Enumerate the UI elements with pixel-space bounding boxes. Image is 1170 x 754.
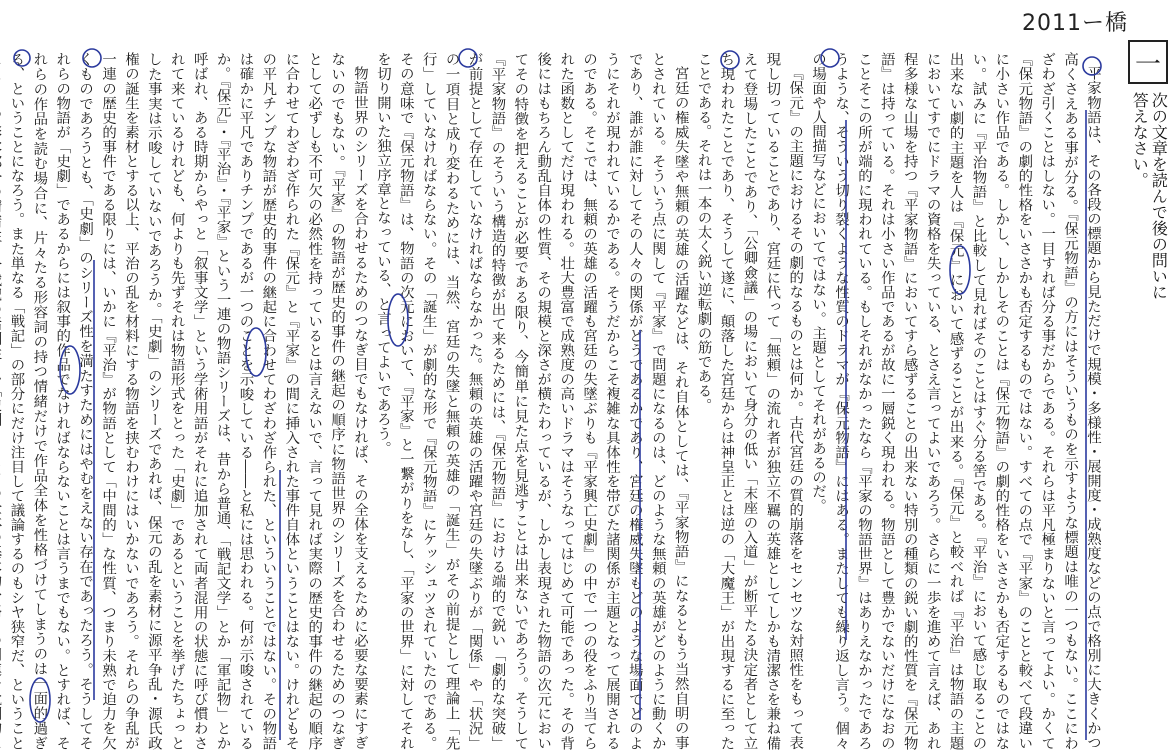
passage-body [6,52,1104,750]
paragraph-4: 物語世界のシリーズを合わせるためのつなぎ目でもなければ、その全体を支えるために必要な要素にすぎないのでもない。『平家』の物語が歴史的事件の継起の順序に物語世界のシリーズを合わせるためのつなぎとして必ずしも不可欠の必然性を持っているとは言えないで、言って見れば実際の歴史的事件の継起の順序に合わせてわざわざ作られた『保元』と『平家』の間に挿入された事件自体ということはない。けれどもその平凡チンプな物語が歴史的事件の継起に合わせてわざわざ作られた、といういうことではない。その物語は確かに平凡でありチンプであるが一つのことを示唆している――と私には思われる。何が示唆されているか。『保元』・『平治』・『平家』という一連の物語シリーズは、昔から普通、「戦記文学」とか「軍記物」とか呼ばれ、ある時期からやっと「叙事文学」という学術用語がそれに追加されて両者混用の状態に呼び慣わされて来ているけれども、何よりも先ずそれは物語形式をとった「史劇」であるということを挙げたちょっとした事実は示唆していないであろうか。「史劇」のシリーズであれば、保元の乱を素材に源平争乱・源氏政権の誕生を素材とする以上、平治の乱を材料にする物語を挟むわけにはいかないであろう。それらの争乱が一連の歴史的事件である限りには、いかに『平治』が物語として「中間的」な性質、つまり未熟で迫力を欠くものであろうとも、「史劇」のシリーズ性を満たすためにはやむをえない存在であったろう。そうしてそれらの物語が「史劇」であるからには叙事的作品でなければならないことは言うまでもない。とすれば、それらの作品を読む場合に、片々たる形容詞の持つ情緒だけで作品全体を性格づけてしまうのは一面的過ぎる、ということになろう。また単なる「戦記」の部分にだけ注目して議論するのもシヤ狭窄だ、ということ [8,52,368,750]
handwritten-header-label: 2011ー橋 [1022,11,1128,36]
paragraph-3: 宮廷の権威失墜や無頼の英雄の活躍などは、それ自体としては、『平家物語』になるともう当然自明の事とされている。そういう点に関して『平家』で問題になるのは、どのような無頼の英雄がどのように動くかであり、誰が誰に対してその人々の関係がどうであるかであり、宮廷の権威失墜もどのような場面でどのようにそれが現われているかである。そうだからこそ複雑な具体性を帯びた諸関係が主題となって展開されるのである。そこでは、無頼の英雄の活躍も宮廷の失墜ぶりも『平家興亡史劇』の中で一つの役をふり当てられた函数としてだけ現われる。壮大豊富で成熟度の高いドラマはそうなってはじめて可能であった。その背後にはもちろん動乱自体の性質、その規模と深さが横たわっているが、しかし表現された物語の次元においてその特徴を把えることが必要である限り、今簡単に見た点を見逃すことは出来ないであろう。そうして『平家物語』のそういう構造的特徴が出て来るためには、『保元物語』における端的で鋭い「劇的な突破」が前提として存在していなければならなかった。無頼の英雄の活躍や宮廷の失墜ぶりが「関係」や「状況」の一項目と成り変わるためには、当然、宮廷の失墜と無頼の英雄の「誕生」がその前提として理論上「先行」していなければならない。その「誕生」が劇的な形で『保元物語』にケッシュツされていたのである。その意味で『保元物語』は、物語の次元において、『平家』と一繋がりをなし、「平家の世界」に対してそれを切り開いた独立序章となっている、と言ってよいであろう。 [374,52,689,750]
paragraph-2: 『保元』の主題におけるその劇的なるものとは何か。古代宮廷の質的崩落をセンセツな対照性をもって表現し切っていることであり、宮廷に代って「無頼」の流れ者が独立不羈の英雄としてしかも清潔さを兼ね備えて登場したことであり、「公卿僉議」の場において身分の低い「末座の入道」が断平たる決定者として立ち現われたことであり、そうして遂に、顛落した宮廷からは神皇正とは逆の「大魔王」が出現するに至ったことである。それは一本の太く鋭い逆転劇の筋である。 [695,52,804,750]
paragraph-1: 平家物語は、その各段の標題から見ただけで規模・多様性・展開度・成熟度などの点で格別に大きくかつ高くさえある事が分る。『保元物語』の方にはそういうものを示すような標題は唯の一つもない。ここにわざわざ引くことはしない。一目すれば分る事だからである。それらは平凡極まりないと言ってよい。かくて『保元物語』の劇的性格をいささかも否定するものではない。すべての点で『平家』のことと較べて段違いに小さい作品である。しかし、しかしそのことは『保元物語』の劇的性格をいささかも否定するものではない。試みに『平治物語』と比較して見ればそのことはすぐ分る筈である。『平治』において感じ取ることの出来ない劇的主題を人は『保元』において感ずることが出来る。『保元』と較べれば『平治』は物語の主題においてすでにドラマの資格を失っている、とさえ言ってよいであろう。さらに一歩を進めて言えば、あれ程多様な山場を持つ『平家物語』においてすら感ずることの出来ない特別の種類の鋭い劇的性質を『保元物語』は持っている。それは小さい作品であるが故に一層鋭く現われる。物語として豊かでないだけになおのことそこの所が端的に現われている。もしそれがなかったなら『平家の物語世界』はありえなかったであろうような、そういう切り裂くような性質のドラマが『保元物語』にはある。またしても繰り返し言う。個々の場面や人間描写などにおいてではない。主題としてそれがあるのだ。 [810,52,1101,750]
question-number: 一 [1134,49,1161,80]
question-instruction: 次の文章を読んで後の問いに答えなさい。 [1130,92,1169,300]
question-number-box [1128,40,1168,84]
